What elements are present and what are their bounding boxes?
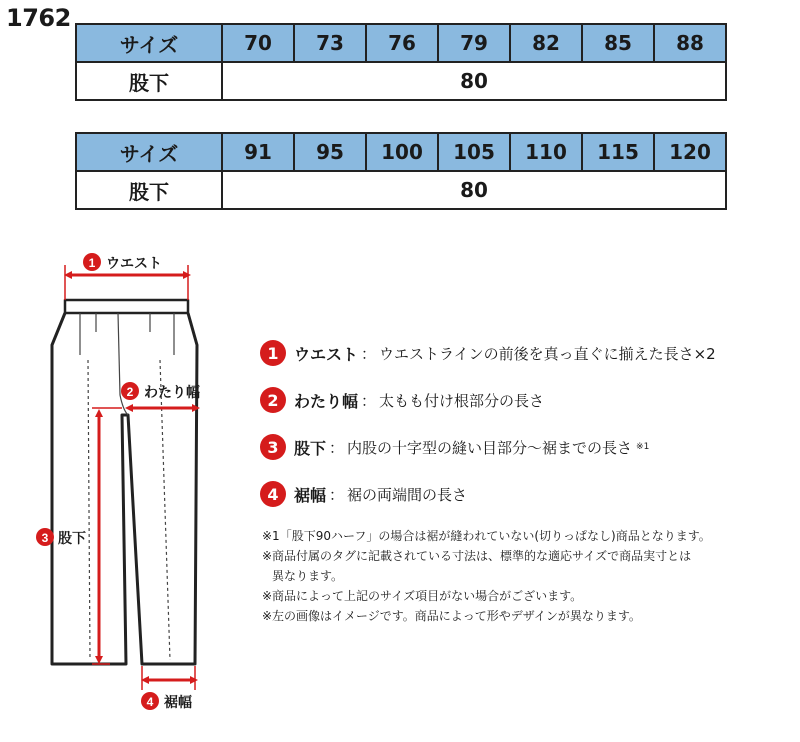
legend-separator: ： — [361, 344, 377, 363]
hem-num: 4 — [146, 695, 154, 709]
inseam-num: 3 — [41, 531, 49, 545]
legend-term: 裾幅 — [294, 485, 327, 505]
legend-separator: ： — [329, 438, 345, 457]
inseam-row — [76, 171, 726, 209]
footnote: ※1「股下90ハーフ」の場合は裾が縫われていない(切りっぱなし)商品となります。 — [262, 529, 711, 543]
inseam-value: 80 — [222, 62, 726, 100]
product-code: 1762 — [6, 4, 71, 32]
size-header-row — [76, 24, 726, 62]
inseam-diagram-label: 股下 — [58, 531, 86, 547]
footnote: ※左の画像はイメージです。商品によって形やデザインが異なります。 — [262, 609, 641, 623]
legend-desc: ウエストラインの前後を真っ直ぐに揃えた長さ×2 — [379, 344, 716, 363]
size-header-label: サイズ — [76, 133, 222, 171]
legend-desc: 内股の十字型の縫い目部分～裾までの長さ — [347, 438, 633, 457]
legend-desc: 裾の両端間の長さ — [347, 485, 468, 504]
legend-num-badge: 1 — [260, 340, 286, 366]
pants-seams — [80, 313, 174, 660]
legend-separator: ： — [329, 485, 345, 504]
legend-num-badge: 3 — [260, 434, 286, 460]
legend-item-hem — [260, 481, 716, 507]
footnote: ※商品付属のタグに記載されている寸法は、標準的な適応サイズで商品実寸とは — [262, 549, 692, 563]
footnote: ※商品によって上記のサイズ項目がない場合がございます。 — [262, 589, 583, 603]
legend-num-badge: 2 — [260, 387, 286, 413]
hem-label: 裾幅 — [164, 695, 192, 711]
size-cell: 85 — [582, 24, 654, 62]
size-header-row — [76, 133, 726, 171]
size-cell: 110 — [510, 133, 582, 171]
size-cell: 120 — [654, 133, 726, 171]
size-cell: 82 — [510, 24, 582, 62]
size-cell: 70 — [222, 24, 294, 62]
pants-measurement-diagram — [0, 230, 240, 742]
inseam-label: 股下 — [76, 171, 222, 209]
legend-desc: 太もも付け根部分の長さ — [379, 391, 545, 410]
size-cell: 79 — [438, 24, 510, 62]
legend-footnote-ref: ※1 — [636, 442, 650, 452]
inseam-label: 股下 — [76, 62, 222, 100]
thigh-label: わたり幅 — [144, 385, 200, 401]
footnote-continuation: 異なります。 — [272, 569, 344, 583]
inseam-value: 80 — [222, 171, 726, 209]
measurement-legend — [260, 340, 716, 528]
size-table-1 — [75, 23, 727, 101]
inseam-row — [76, 62, 726, 100]
size-cell: 115 — [582, 133, 654, 171]
pants-outline — [52, 300, 197, 664]
legend-item-thigh — [260, 387, 716, 413]
legend-term: わたり幅 — [294, 391, 359, 411]
size-cell: 91 — [222, 133, 294, 171]
waist-label: ウエスト — [106, 256, 162, 272]
legend-item-waist — [260, 340, 716, 366]
size-cell: 76 — [366, 24, 438, 62]
legend-term: ウエスト — [294, 344, 359, 364]
legend-item-inseam — [260, 434, 716, 460]
thigh-num: 2 — [126, 385, 134, 399]
footnotes — [262, 526, 782, 626]
size-cell: 73 — [294, 24, 366, 62]
size-cell: 95 — [294, 133, 366, 171]
legend-num-badge: 4 — [260, 481, 286, 507]
waist-num: 1 — [88, 256, 96, 270]
size-cell: 105 — [438, 133, 510, 171]
size-table-2 — [75, 132, 727, 210]
size-cell: 100 — [366, 133, 438, 171]
legend-term: 股下 — [294, 438, 327, 458]
size-header-label: サイズ — [76, 24, 222, 62]
size-cell: 88 — [654, 24, 726, 62]
legend-separator: ： — [361, 391, 377, 410]
